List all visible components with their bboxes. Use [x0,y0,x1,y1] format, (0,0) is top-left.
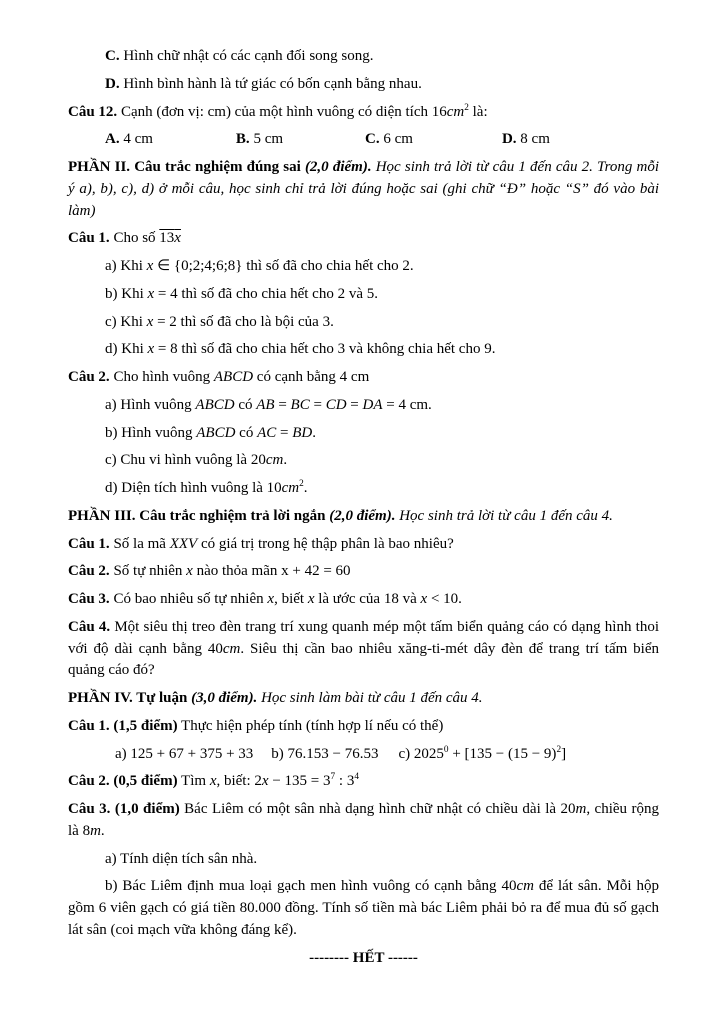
text-run: có [235,424,258,441]
p2-cau-2-c [105,450,659,472]
text-run: = [276,424,293,441]
spacer [379,757,399,758]
text-run: 13 [159,230,175,247]
p3-cau-1 [68,534,659,556]
text-run: Học sinh trả lời từ câu 1 đến câu 2. Trong mỗi ý a), b), c), d) ở mỗi câu, học sinh chỉ trả lời đúng hoặc sai (ghi chữ “Đ” hoặc “S” đó vào bài làm) [68,159,659,219]
text-run: PHẦN III. Câu trắc nghiệm trả lời ngắn [68,507,330,524]
text-run: Câu 12. [68,103,118,120]
p4-cau-1 [68,716,659,738]
document-body [68,46,659,969]
p4-cau-2 [68,771,659,793]
text-run: là: [468,103,488,120]
text-run: có cạnh bằng 4 cm [253,369,370,385]
text-run: Câu 2. [68,369,110,385]
p2-cau-1 [68,228,659,250]
text-run: 7 [330,772,336,783]
text-run: 2 [299,479,304,489]
text-run: cm [446,103,465,120]
spacer [283,142,365,143]
text-run: m [575,801,587,817]
text-run: . [283,452,288,469]
text-run: x [146,258,154,274]
text-run: (3,0 điểm). [191,690,258,706]
text-run: C. [105,48,120,64]
p3-cau-2 [68,561,659,583]
text-run: Có bao nhiêu số tự nhiên [109,591,268,607]
text-run: Câu 4. [68,618,111,635]
option-c [105,46,659,68]
text-run: cm [281,480,300,496]
text-run: . [303,480,308,496]
p2-cau-2-b [105,423,659,445]
text-run: b) 76.153 − 76.53 [271,745,379,762]
text-run: = [309,396,326,413]
text-run: b) Bác Liêm định mua loại gạch men hình vuông có cạnh bằng 40 [105,878,517,895]
text-run: (2,0 điểm). [329,507,396,524]
text-run: 0 [443,744,449,755]
text-run: cm [265,452,284,469]
text-run: để lát sân. Mỗi hộp gồm 6 viên gạch có giá tiền 80.000 đồng. Tính số tiền mà bác Liêm phải bỏ ra để mua đủ số gạch lát sân (coi mạch vữa không đáng kể). [68,878,659,938]
text-run: 5 cm [249,131,284,148]
text-run: CD [325,396,347,413]
cau-12 [68,102,659,124]
text-run: x [261,773,269,790]
spacer [253,757,271,758]
text-run: x [186,563,193,580]
p4-cau-1-calc-row [115,744,659,766]
text-run: = 2 thì số đã cho là bội của 3. [153,313,334,330]
text-run: ABCD [196,424,236,441]
text-run: 4 cm [119,131,153,148]
text-run: Câu 3. [68,591,110,607]
text-run: Một siêu thị treo đèn trang trí xung quanh mép một tấm biển quảng cáo có dạng hình thoi với độ dài cạnh bằng 40 [68,618,659,657]
text-run: AB [256,396,275,413]
text-run: 2 [556,744,562,755]
text-run: có [234,396,257,413]
phan-4-header [68,688,659,710]
p2-cau-2-a [105,395,659,417]
text-run: Hình chữ nhật có các cạnh đối song song. [119,48,374,64]
text-run: D. [501,131,517,148]
text-run: = 4 thì số đã cho chia hết cho 2 và 5. [154,285,378,302]
text-run: d) Diện tích hình vuông là 10 [105,480,282,496]
text-run: − 135 = 3 [268,773,331,790]
text-run: + [135 − (15 − 9) [448,745,557,762]
text-run: , biết: 2 [216,773,262,790]
text-run: < 10. [427,591,462,607]
text-run: Câu 1. [68,230,110,247]
text-run: PHẦN IV. Tự luận [68,690,192,706]
text-run: x [267,591,275,607]
text-run: m [90,822,101,839]
p4-cau-3-b [68,876,659,941]
text-run: Cạnh (đơn vị: cm) của một hình vuông có diện tích 16 [117,103,447,120]
text-run: x [147,341,155,358]
p2-cau-1-c [105,312,659,334]
text-run: 8 cm [516,131,550,148]
text-run: . Siêu thị cần bao nhiêu xăng-ti-mét dây đèn để trang trí tấm biển quảng cáo đó? [68,640,660,679]
spacer [413,142,502,143]
text-run: Thực hiện phép tính (tính hợp lí nếu có thể) [177,717,444,734]
text-run: BC [290,396,310,413]
text-run: b) Hình vuông [105,424,197,441]
text-run: x [147,285,155,302]
text-run: ] [561,745,567,762]
text-run: $\overline{x}$ [174,230,181,247]
text-run: : 3 [335,773,355,790]
p2-cau-1-b [105,284,659,306]
text-run: Câu 2. (0,5 điểm) [68,773,178,790]
text-run: 6 cm [379,131,413,148]
text-run: c) 2025 [398,745,444,762]
text-run: b) Khi [105,285,148,302]
text-run: x [146,313,154,330]
phan-3-header [68,506,659,528]
text-run: Số la mã [109,535,170,552]
text-run: Học sinh trả lời từ câu 1 đến câu 4. [395,507,613,524]
text-run: PHẦN II. Câu trắc nghiệm đúng sai [68,159,305,175]
text-run: Tìm [177,773,210,790]
p4-cau-3-a [105,849,659,871]
text-run: BD [292,424,313,441]
p2-cau-2 [68,367,659,389]
p2-cau-1-d [105,339,659,361]
text-run: c) Khi [105,313,147,330]
text-run: D. [105,75,120,92]
text-run: Câu 2. [68,563,110,580]
text-run: Câu 1. [68,535,110,552]
text-run: C. [365,131,380,148]
text-run: ∈ {0;2;4;6;8} thì số đã cho chia hết cho 2. [153,258,414,274]
text-run: x [420,591,428,607]
text-run: cm [222,640,241,657]
text-run: Hình bình hành là tứ giác có bốn cạnh bằng nhau. [119,75,422,92]
text-run: B. [235,131,250,148]
text-run: (2,0 điểm). [304,159,372,175]
text-run: . [312,424,316,441]
text-run: = 8 thì số đã cho chia hết cho 3 và không chia hết cho 9. [154,341,496,358]
text-run: . [100,822,105,839]
text-run: A. [105,131,120,148]
text-run: , biết [274,591,308,607]
text-run: ABCD [213,369,254,385]
text-run: c) Chu vi hình vuông là 20 [105,452,266,469]
spacer [153,142,236,143]
text-run: = [346,396,363,413]
p2-cau-1-a [105,256,659,278]
text-run: nào thỏa mãn x + 42 = 60 [192,563,351,580]
phan-2-header [68,157,659,222]
answer-row-cau-12 [105,129,659,151]
text-run: = 4 cm. [382,396,432,413]
text-run: Cho hình vuông [109,369,214,385]
text-run: 2 [464,102,469,113]
text-run: Câu 3. (1,0 điểm) [68,801,180,817]
p3-cau-3 [68,589,659,611]
text-run: , chiều rộng là 8 [68,801,659,839]
text-run: Bác Liêm có một sân nhà dạng hình chữ nhật có chiều dài là 20 [179,801,576,817]
text-run: 4 [354,772,359,783]
text-run: Số tự nhiên [109,563,187,580]
text-run: XXV [169,535,198,552]
text-run: Cho số [109,230,160,247]
text-run: d) Khi [105,341,148,358]
text-run: cm [516,878,534,895]
text-run: Câu 1. (1,5 điểm) [68,717,178,734]
text-run: a) 125 + 67 + 375 + 33 [115,745,254,762]
text-run: có giá trị trong hệ thập phân là bao nhiêu? [197,535,454,552]
footer-het [68,948,659,970]
p2-cau-2-d [105,478,659,500]
option-d [105,74,659,96]
text-run: x [209,773,217,790]
text-run: là ước của 18 và [314,591,421,607]
text-run: DA [362,396,383,413]
text-run: a) Hình vuông [105,396,196,413]
text-run: Học sinh làm bài từ câu 1 đến câu 4. [257,690,483,706]
text-run: ABCD [195,396,235,413]
text-run: a) Khi [105,258,147,274]
p4-cau-3 [68,799,659,843]
text-run: -------- HẾT ------ [309,949,418,966]
text-run: AC [257,424,277,441]
text-run: a) Tính diện tích sân nhà. [105,850,258,867]
p3-cau-4 [68,617,659,682]
text-run: = [274,396,291,413]
text-run: x [307,591,315,607]
